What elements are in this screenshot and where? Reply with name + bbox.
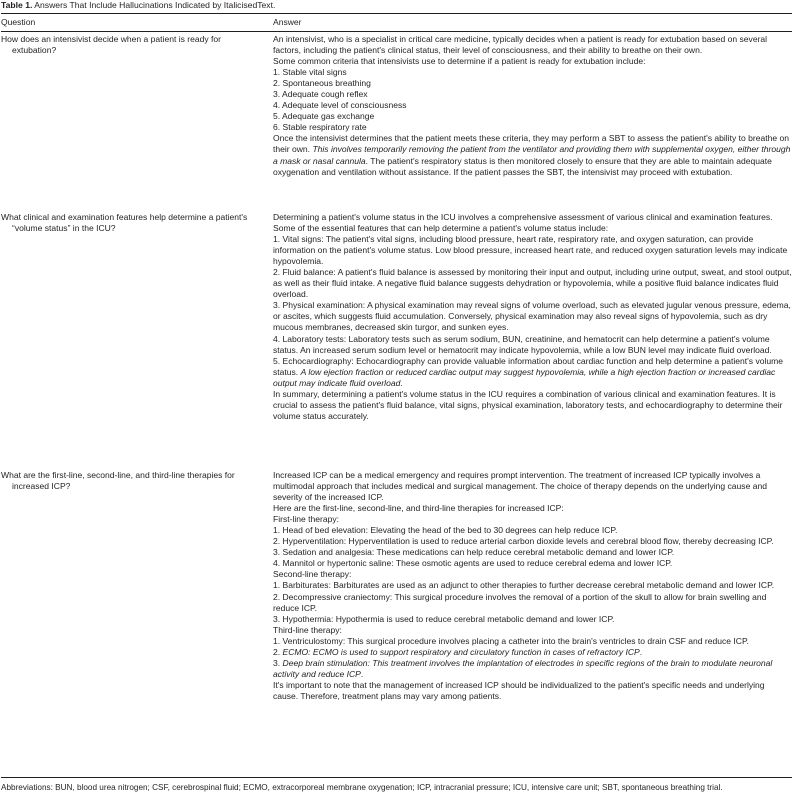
answer-text-after: . The patient's respiratory status is then monitored closely to ensure that they are able to maintain adequate oxygenation and ventilation without assistance. If the patient passes the SBT, the intensivist may proceed with extubation. [273,155,772,177]
answer-paragraph [273,658,792,680]
answer-text: Here are the first-line, second-line, and third-line therapies for increased ICP: [273,503,564,514]
answer-text: 1. Barbiturates: Barbiturates are used as an adjunct to other therapies to further decrease cerebral metabolic demand and lower ICP. [273,580,775,591]
hallucination-text: Deep brain stimulation: This treatment involves the implantation of electrodes in specific regions of the brain to modulate neuronal activity and reduce ICP [273,657,773,679]
answer-paragraph [273,580,792,591]
answer-paragraph [273,647,792,658]
answer-text: 2. Decompressive craniectomy: This surgical procedure involves the removal of a portion of the skull to allow for brain swelling and reduce ICP. [273,591,767,613]
answer-text: 2. Spontaneous breathing [273,78,371,89]
header-question: Question [1,16,36,27]
table-header [1,14,792,31]
answer-text: First-line therapy: [273,514,340,525]
answer-text: An intensivist, who is a specialist in critical care medicine, typically decides when a patient is ready for extubation based on several factors, including the patient's clinical status, their level of consciousness, and their ability to breathe on their own. [273,34,768,56]
answer-paragraph [273,67,792,78]
question-cell [1,470,273,777]
answer-paragraph [273,234,792,267]
answer-paragraph [273,569,792,580]
answer-paragraph [273,503,792,514]
table-container [1,0,792,793]
answer-paragraph [273,56,792,67]
answer-paragraph [273,636,792,647]
answer-text: In summary, determining a patient's volume status in the ICU requires a combination of various clinical and examination features. It is crucial to assess the patient's fluid balance, vital signs, physical examination, laboratory tests, and echocardiography to determine their volume status accurately. [273,388,783,421]
hallucination-text: A low ejection fraction or reduced cardiac output may suggest hypovolemia, while a high ejection fraction or increased cardiac output may indicate fluid overload [273,366,776,388]
answer-text: 4. Adequate level of consciousness [273,100,407,111]
answer-text: 3. Hypothermia: Hypothermia is used to reduce cerebral metabolic demand and lower ICP. [273,613,615,624]
answer-text: 2. Fluid balance: A patient's fluid balance is assessed by monitoring their input and output, including urine output, sweat, and stool output, as well as their fluid intake. A negative fluid balance suggests dehydration or hypovolemia, while a positive fluid balance indicates fluid overload. [273,267,792,300]
table-caption [1,0,792,12]
answer-text: It's important to note that the management of increased ICP should be individualized to the patient's specific needs and underlying cause. Therefore, treatment plans may vary among patients. [273,679,765,701]
answer-paragraph [273,356,792,389]
answer-paragraph [273,100,792,111]
answer-paragraph [273,536,792,547]
question-cell [1,212,273,470]
answer-text: 6. Stable respiratory rate [273,122,367,133]
answer-text: 2. [273,646,283,657]
answer-text: 2. Hyperventilation: Hyperventilation is used to reduce arterial carbon dioxide levels and cerebral blood flow, thereby decreasing ICP. [273,536,774,547]
answer-text: 4. Laboratory tests: Laboratory tests such as serum sodium, BUN, creatinine, and hematocrit can help determine a patient's volume status. An increased serum sodium level or hematocrit may indicate hypovolemia, while a low BUN level may indicate fluid overload. [273,333,772,355]
answer-paragraph [273,122,792,133]
table-caption-label: Table 1. [1,0,33,10]
answer-text: 1. Vital signs: The patient's vital signs, including blood pressure, heart rate, respiratory rate, and oxygen saturation, can provide information on the patient's volume status. Low blood pressure, increased heart rate, and reduced oxygen saturation levels may indicate hypovolemia. [273,234,788,267]
answer-text: 1. Ventriculostomy: This surgical procedure involves placing a catheter into the brain's ventricles to drain CSF and reduce ICP. [273,635,749,646]
answer-paragraph [273,558,792,569]
question-cell [1,34,273,212]
question-text: What are the first-line, second-line, and third-line therapies for increased ICP? [1,470,235,492]
answer-paragraph [273,78,792,89]
answer-text: Once the intensivist determines that the patient meets these criteria, they may perform a SBT to assess the patient's ability to breathe on their own. [273,133,789,155]
answer-paragraph [273,625,792,636]
answer-paragraph [273,592,792,614]
answer-text: 5. Echocardiography: Echocardiography can provide valuable information about cardiac function and help determine a patient's volume status. [273,355,784,377]
answer-text: 3. Sedation and analgesia: These medications can help reduce cerebral metabolic demand and lower ICP. [273,547,675,558]
answer-text: 4. Mannitol or hypertonic saline: These osmotic agents are used to reduce cerebral edema and lower ICP. [273,558,673,569]
answer-paragraph [273,34,792,56]
answer-text: 3. [273,657,283,668]
answer-text: Determining a patient's volume status in the ICU involves a comprehensive assessment of various clinical and examination features. Some of the essential features that can help determine a patient's volume status include: [273,212,773,234]
answer-text-after: . [639,646,643,657]
answer-paragraph [273,300,792,333]
answer-text: Third-line therapy: [273,624,342,635]
question-text: What clinical and examination features help determine a patient's “volume status” in the ICU? [1,212,248,234]
answer-text: 1. Head of bed elevation: Elevating the head of the bed to 30 degrees can help reduce ICP. [273,525,618,536]
answer-paragraph [273,525,792,536]
answer-text: Second-line therapy: [273,569,352,580]
answer-paragraph [273,514,792,525]
answer-paragraph [273,89,792,100]
answer-cell [273,212,792,470]
answer-paragraph [273,133,792,177]
answer-paragraph [273,470,792,503]
answer-cell [273,34,792,212]
hallucination-text: This involves temporarily removing the patient from the ventilator and providing them with supplemental oxygen, either through a mask or nasal cannula [273,144,791,166]
table-body [1,32,792,777]
answer-paragraph [273,547,792,558]
answer-paragraph [273,614,792,625]
table-caption-text: Answers That Include Hallucinations Indicated by ItalicisedText. [34,0,276,10]
answer-text: Increased ICP can be a medical emergency and requires prompt intervention. The treatment of increased ICP typically involves a multimodal approach that includes medical and surgical management. The choice of therapy depends on the underlying cause and severity of the increased ICP. [273,470,767,503]
answer-text: 5. Adequate gas exchange [273,111,375,122]
answer-cell [273,470,792,777]
table-row [1,212,792,470]
table-row [1,470,792,777]
answer-text: 3. Physical examination: A physical examination may reveal signs of volume overload, such as elevated jugular venous pressure, edema, or ascites, which suggests fluid accumulation. Conversely, physical examination may also reveal signs of hypovolemia, such as dry mucous membranes, decreased skin turgor, and sunken eyes. [273,300,791,333]
table-row [1,32,792,212]
header-answer: Answer [273,16,302,27]
answer-paragraph [273,680,792,702]
answer-text-after: . [360,668,364,679]
answer-paragraph [273,212,792,234]
answer-paragraph [273,334,792,356]
table-bottom-rule [1,777,792,778]
answer-text: Some common criteria that intensivists use to determine if a patient is ready for extubation include: [273,56,646,67]
answer-paragraph [273,111,792,122]
answer-text: 1. Stable vital signs [273,67,347,78]
answer-paragraph [273,389,792,422]
hallucination-text: ECMO: ECMO is used to support respiratory and circulatory function in cases of refractory ICP [282,646,640,657]
table-footnote: Abbreviations: BUN, blood urea nitrogen; CSF, cerebrospinal fluid; ECMO, extracorporeal membrane oxygenation; ICP, intracranial pressure; ICU, intensive care unit; SBT, spontaneous breathing trial. [1,783,723,792]
answer-text-after: . [400,377,403,388]
answer-paragraph [273,267,792,300]
answer-text: 3. Adequate cough reflex [273,89,368,100]
question-text: How does an intensivist decide when a patient is ready for extubation? [1,34,221,56]
